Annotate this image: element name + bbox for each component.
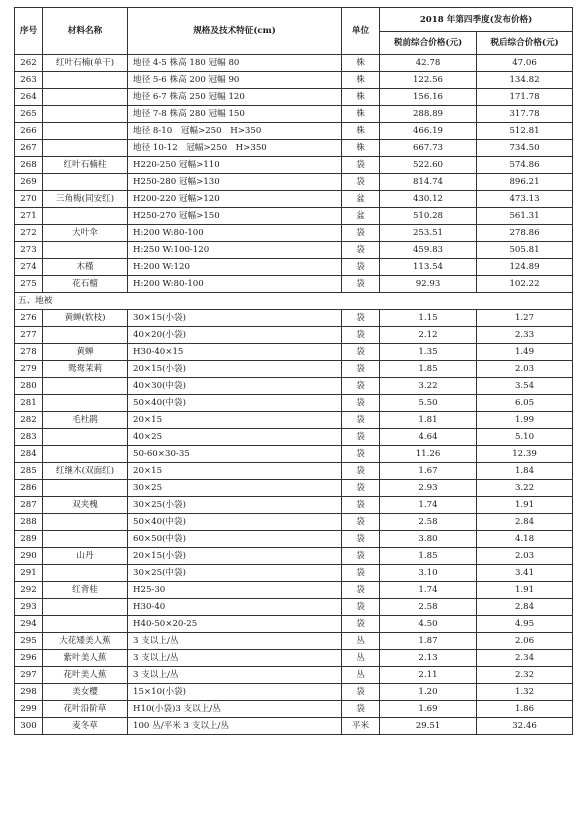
cell-material-name: 黄蝉(软枝) (43, 310, 128, 327)
cell-unit: 袋 (342, 531, 380, 548)
table-row (15, 718, 573, 735)
cell-material-name: 大叶伞 (43, 225, 128, 242)
cell-material-name: 鸳鸯茉莉 (43, 361, 128, 378)
cell-pre-tax-price: 1.20 (380, 684, 477, 701)
cell-post-tax-price: 317.78 (477, 106, 573, 123)
cell-spec: H:250 W:100-120 (128, 242, 342, 259)
cell-spec: 20×15(小袋) (128, 548, 342, 565)
cell-unit: 袋 (342, 327, 380, 344)
cell-no: 291 (15, 565, 43, 582)
cell-spec: 20×15 (128, 463, 342, 480)
cell-unit: 袋 (342, 463, 380, 480)
cell-post-tax-price: 3.22 (477, 480, 573, 497)
table-row (15, 463, 573, 480)
cell-post-tax-price: 1.27 (477, 310, 573, 327)
cell-no: 296 (15, 650, 43, 667)
cell-post-tax-price: 47.06 (477, 55, 573, 72)
cell-unit: 丛 (342, 633, 380, 650)
cell-material-name (43, 123, 128, 140)
cell-post-tax-price: 574.86 (477, 157, 573, 174)
table-row (15, 616, 573, 633)
cell-spec: H40-50×20-25 (128, 616, 342, 633)
cell-post-tax-price: 2.84 (477, 514, 573, 531)
cell-post-tax-price: 124.89 (477, 259, 573, 276)
table-row (15, 259, 573, 276)
cell-no: 286 (15, 480, 43, 497)
cell-no: 292 (15, 582, 43, 599)
cell-material-name: 红背桂 (43, 582, 128, 599)
table-row (15, 123, 573, 140)
cell-material-name (43, 378, 128, 395)
cell-no: 281 (15, 395, 43, 412)
cell-material-name: 大花矮美人蕉 (43, 633, 128, 650)
table-row (15, 225, 573, 242)
table-row (15, 531, 573, 548)
cell-material-name (43, 242, 128, 259)
cell-no: 269 (15, 174, 43, 191)
cell-unit: 袋 (342, 582, 380, 599)
cell-spec: 100 丛/平米 3 支以上/丛 (128, 718, 342, 735)
cell-pre-tax-price: 3.80 (380, 531, 477, 548)
table-row (15, 157, 573, 174)
cell-material-name: 红叶石楠(单干) (43, 55, 128, 72)
cell-pre-tax-price: 156.16 (380, 89, 477, 106)
cell-pre-tax-price: 11.26 (380, 446, 477, 463)
cell-spec: 地径 5-6 株高 200 冠幅 90 (128, 72, 342, 89)
cell-spec: 3 支以上/丛 (128, 633, 342, 650)
cell-no: 271 (15, 208, 43, 225)
section-row (15, 293, 573, 310)
cell-post-tax-price: 5.10 (477, 429, 573, 446)
cell-spec: 地径 10-12 冠幅>250 H>350 (128, 140, 342, 157)
cell-material-name: 花石榴 (43, 276, 128, 293)
cell-pre-tax-price: 122.56 (380, 72, 477, 89)
table-row (15, 480, 573, 497)
cell-post-tax-price: 3.54 (477, 378, 573, 395)
cell-pre-tax-price: 253.51 (380, 225, 477, 242)
cell-pre-tax-price: 814.74 (380, 174, 477, 191)
cell-material-name (43, 616, 128, 633)
cell-no: 275 (15, 276, 43, 293)
cell-pre-tax-price: 1.74 (380, 582, 477, 599)
cell-unit: 袋 (342, 395, 380, 412)
cell-no: 279 (15, 361, 43, 378)
cell-spec: 50-60×30-35 (128, 446, 342, 463)
cell-no: 287 (15, 497, 43, 514)
cell-spec: 15×10(小袋) (128, 684, 342, 701)
cell-material-name: 麦冬草 (43, 718, 128, 735)
cell-pre-tax-price: 510.28 (380, 208, 477, 225)
cell-post-tax-price: 2.84 (477, 599, 573, 616)
cell-post-tax-price: 278.86 (477, 225, 573, 242)
cell-unit: 袋 (342, 276, 380, 293)
cell-unit: 袋 (342, 701, 380, 718)
cell-material-name (43, 531, 128, 548)
cell-no: 268 (15, 157, 43, 174)
cell-spec: 40×30(中袋) (128, 378, 342, 395)
price-table-page (14, 7, 572, 735)
cell-pre-tax-price: 430.12 (380, 191, 477, 208)
cell-spec: H250-270 冠幅>150 (128, 208, 342, 225)
cell-post-tax-price: 1.49 (477, 344, 573, 361)
cell-spec: 20×15(小袋) (128, 361, 342, 378)
cell-no: 289 (15, 531, 43, 548)
header-name: 材料名称 (43, 8, 128, 55)
cell-unit: 丛 (342, 650, 380, 667)
cell-post-tax-price: 1.99 (477, 412, 573, 429)
cell-unit: 株 (342, 55, 380, 72)
table-row (15, 276, 573, 293)
table-row (15, 106, 573, 123)
cell-no: 277 (15, 327, 43, 344)
table-row (15, 514, 573, 531)
cell-post-tax-price: 12.39 (477, 446, 573, 463)
cell-no: 300 (15, 718, 43, 735)
cell-spec: H:200 W:80-100 (128, 225, 342, 242)
cell-material-name: 木槿 (43, 259, 128, 276)
cell-post-tax-price: 734.50 (477, 140, 573, 157)
cell-unit: 袋 (342, 378, 380, 395)
cell-spec: 地径 7-8 株高 280 冠幅 150 (128, 106, 342, 123)
cell-spec: 地径 4-5 株高 180 冠幅 80 (128, 55, 342, 72)
cell-no: 295 (15, 633, 43, 650)
cell-post-tax-price: 171.78 (477, 89, 573, 106)
cell-material-name (43, 565, 128, 582)
cell-pre-tax-price: 2.58 (380, 599, 477, 616)
cell-post-tax-price: 1.86 (477, 701, 573, 718)
price-table (14, 7, 573, 735)
cell-unit: 袋 (342, 361, 380, 378)
cell-material-name: 红叶石楠柱 (43, 157, 128, 174)
table-row (15, 72, 573, 89)
cell-material-name: 双夹槐 (43, 497, 128, 514)
cell-material-name: 毛杜鹃 (43, 412, 128, 429)
cell-spec: H30-40×15 (128, 344, 342, 361)
cell-no: 273 (15, 242, 43, 259)
table-row (15, 242, 573, 259)
cell-unit: 袋 (342, 157, 380, 174)
table-row (15, 344, 573, 361)
cell-pre-tax-price: 2.11 (380, 667, 477, 684)
table-row (15, 497, 573, 514)
cell-unit: 袋 (342, 684, 380, 701)
table-row (15, 582, 573, 599)
cell-no: 264 (15, 89, 43, 106)
cell-unit: 袋 (342, 480, 380, 497)
cell-spec: 50×40(中袋) (128, 514, 342, 531)
cell-unit: 袋 (342, 616, 380, 633)
header-unit: 单位 (342, 8, 380, 55)
cell-unit: 袋 (342, 599, 380, 616)
cell-post-tax-price: 2.33 (477, 327, 573, 344)
cell-unit: 袋 (342, 548, 380, 565)
table-row (15, 650, 573, 667)
header-post-tax: 税后综合价格(元) (477, 32, 573, 55)
cell-post-tax-price: 4.18 (477, 531, 573, 548)
cell-spec: 30×25 (128, 480, 342, 497)
table-row (15, 395, 573, 412)
cell-unit: 袋 (342, 497, 380, 514)
header-no: 序号 (15, 8, 43, 55)
cell-spec: 地径 6-7 株高 250 冠幅 120 (128, 89, 342, 106)
cell-pre-tax-price: 1.85 (380, 361, 477, 378)
cell-unit: 袋 (342, 412, 380, 429)
cell-pre-tax-price: 1.15 (380, 310, 477, 327)
table-row (15, 633, 573, 650)
cell-unit: 袋 (342, 344, 380, 361)
cell-spec: H200-220 冠幅>120 (128, 191, 342, 208)
table-row (15, 565, 573, 582)
cell-material-name: 花叶美人蕉 (43, 667, 128, 684)
cell-material-name: 红继木(双面红) (43, 463, 128, 480)
cell-pre-tax-price: 29.51 (380, 718, 477, 735)
table-row (15, 174, 573, 191)
cell-no: 282 (15, 412, 43, 429)
cell-spec: 40×25 (128, 429, 342, 446)
table-row (15, 378, 573, 395)
cell-material-name: 花叶沿阶草 (43, 701, 128, 718)
table-body (15, 55, 573, 735)
cell-spec: 30×25(中袋) (128, 565, 342, 582)
cell-no: 262 (15, 55, 43, 72)
cell-pre-tax-price: 1.87 (380, 633, 477, 650)
cell-pre-tax-price: 92.93 (380, 276, 477, 293)
cell-post-tax-price: 1.32 (477, 684, 573, 701)
table-row (15, 327, 573, 344)
cell-post-tax-price: 6.05 (477, 395, 573, 412)
cell-pre-tax-price: 1.85 (380, 548, 477, 565)
cell-pre-tax-price: 3.10 (380, 565, 477, 582)
cell-unit: 袋 (342, 174, 380, 191)
cell-spec: H10(小袋)3 支以上/丛 (128, 701, 342, 718)
cell-post-tax-price: 1.84 (477, 463, 573, 480)
cell-unit: 袋 (342, 429, 380, 446)
table-row (15, 548, 573, 565)
cell-material-name (43, 140, 128, 157)
cell-spec: 50×40(中袋) (128, 395, 342, 412)
table-row (15, 701, 573, 718)
cell-post-tax-price: 2.34 (477, 650, 573, 667)
cell-pre-tax-price: 522.60 (380, 157, 477, 174)
cell-unit: 袋 (342, 446, 380, 463)
cell-spec: 地径 8-10 冠幅>250 H>350 (128, 123, 342, 140)
cell-pre-tax-price: 1.74 (380, 497, 477, 514)
cell-pre-tax-price: 2.93 (380, 480, 477, 497)
cell-material-name (43, 395, 128, 412)
cell-no: 297 (15, 667, 43, 684)
table-row (15, 412, 573, 429)
cell-unit: 袋 (342, 259, 380, 276)
cell-pre-tax-price: 2.58 (380, 514, 477, 531)
cell-post-tax-price: 561.31 (477, 208, 573, 225)
cell-spec: 30×25(小袋) (128, 497, 342, 514)
cell-pre-tax-price: 1.35 (380, 344, 477, 361)
table-row (15, 684, 573, 701)
cell-no: 267 (15, 140, 43, 157)
cell-no: 294 (15, 616, 43, 633)
table-row (15, 599, 573, 616)
cell-pre-tax-price: 1.81 (380, 412, 477, 429)
cell-spec: 60×50(中袋) (128, 531, 342, 548)
cell-material-name (43, 514, 128, 531)
header-pre-tax: 税前综合价格(元) (380, 32, 477, 55)
table-row (15, 667, 573, 684)
cell-no: 293 (15, 599, 43, 616)
cell-unit: 盆 (342, 208, 380, 225)
cell-pre-tax-price: 2.12 (380, 327, 477, 344)
cell-unit: 株 (342, 72, 380, 89)
cell-material-name (43, 208, 128, 225)
cell-material-name (43, 106, 128, 123)
cell-unit: 袋 (342, 225, 380, 242)
cell-spec: 20×15 (128, 412, 342, 429)
cell-no: 283 (15, 429, 43, 446)
cell-material-name (43, 599, 128, 616)
cell-material-name (43, 429, 128, 446)
cell-post-tax-price: 2.32 (477, 667, 573, 684)
cell-unit: 丛 (342, 667, 380, 684)
cell-pre-tax-price: 3.22 (380, 378, 477, 395)
cell-unit: 株 (342, 140, 380, 157)
table-row (15, 429, 573, 446)
cell-no: 290 (15, 548, 43, 565)
cell-post-tax-price: 473.13 (477, 191, 573, 208)
cell-material-name: 紫叶美人蕉 (43, 650, 128, 667)
table-row (15, 446, 573, 463)
header-spec: 规格及技术特征(cm) (128, 8, 342, 55)
cell-spec: H30-40 (128, 599, 342, 616)
table-row (15, 89, 573, 106)
header-period: 2018 年第四季度(发布价格) (380, 8, 573, 32)
cell-unit: 袋 (342, 514, 380, 531)
cell-pre-tax-price: 4.50 (380, 616, 477, 633)
cell-post-tax-price: 4.95 (477, 616, 573, 633)
cell-post-tax-price: 1.91 (477, 582, 573, 599)
cell-material-name (43, 446, 128, 463)
section-title: 五、地被 (15, 293, 573, 310)
cell-material-name (43, 89, 128, 106)
cell-spec: H250-280 冠幅>130 (128, 174, 342, 191)
cell-post-tax-price: 512.81 (477, 123, 573, 140)
cell-material-name (43, 480, 128, 497)
cell-post-tax-price: 2.03 (477, 361, 573, 378)
cell-no: 298 (15, 684, 43, 701)
cell-unit: 株 (342, 106, 380, 123)
cell-pre-tax-price: 1.67 (380, 463, 477, 480)
cell-spec: H220-250 冠幅>110 (128, 157, 342, 174)
cell-no: 263 (15, 72, 43, 89)
cell-unit: 袋 (342, 242, 380, 259)
cell-material-name (43, 72, 128, 89)
cell-material-name (43, 327, 128, 344)
cell-no: 265 (15, 106, 43, 123)
cell-no: 278 (15, 344, 43, 361)
cell-pre-tax-price: 667.73 (380, 140, 477, 157)
cell-spec: H:200 W:120 (128, 259, 342, 276)
cell-spec: 3 支以上/丛 (128, 650, 342, 667)
table-row (15, 55, 573, 72)
cell-unit: 袋 (342, 310, 380, 327)
cell-material-name (43, 174, 128, 191)
cell-pre-tax-price: 1.69 (380, 701, 477, 718)
cell-no: 288 (15, 514, 43, 531)
cell-no: 272 (15, 225, 43, 242)
cell-pre-tax-price: 113.54 (380, 259, 477, 276)
cell-post-tax-price: 2.03 (477, 548, 573, 565)
cell-material-name: 美女樱 (43, 684, 128, 701)
cell-no: 299 (15, 701, 43, 718)
cell-spec: H:200 W:80-100 (128, 276, 342, 293)
cell-unit: 株 (342, 89, 380, 106)
cell-post-tax-price: 1.91 (477, 497, 573, 514)
cell-post-tax-price: 2.06 (477, 633, 573, 650)
cell-no: 285 (15, 463, 43, 480)
cell-no: 270 (15, 191, 43, 208)
cell-spec: 3 支以上/丛 (128, 667, 342, 684)
table-row (15, 361, 573, 378)
cell-material-name: 山丹 (43, 548, 128, 565)
cell-spec: H25-30 (128, 582, 342, 599)
cell-post-tax-price: 32.46 (477, 718, 573, 735)
cell-no: 276 (15, 310, 43, 327)
cell-pre-tax-price: 4.64 (380, 429, 477, 446)
table-row (15, 208, 573, 225)
cell-post-tax-price: 3.41 (477, 565, 573, 582)
cell-material-name: 三角梅(同安红) (43, 191, 128, 208)
cell-no: 284 (15, 446, 43, 463)
cell-post-tax-price: 896.21 (477, 174, 573, 191)
cell-unit: 盆 (342, 191, 380, 208)
cell-pre-tax-price: 5.50 (380, 395, 477, 412)
table-row (15, 191, 573, 208)
cell-unit: 平米 (342, 718, 380, 735)
table-row (15, 310, 573, 327)
cell-spec: 30×15(小袋) (128, 310, 342, 327)
cell-pre-tax-price: 466.19 (380, 123, 477, 140)
cell-post-tax-price: 505.81 (477, 242, 573, 259)
cell-unit: 袋 (342, 565, 380, 582)
cell-material-name: 黄蝉 (43, 344, 128, 361)
cell-pre-tax-price: 42.78 (380, 55, 477, 72)
cell-post-tax-price: 134.82 (477, 72, 573, 89)
cell-no: 280 (15, 378, 43, 395)
cell-post-tax-price: 102.22 (477, 276, 573, 293)
cell-pre-tax-price: 459.83 (380, 242, 477, 259)
cell-unit: 株 (342, 123, 380, 140)
cell-no: 274 (15, 259, 43, 276)
cell-spec: 40×20(小袋) (128, 327, 342, 344)
table-row (15, 140, 573, 157)
cell-pre-tax-price: 288.89 (380, 106, 477, 123)
cell-pre-tax-price: 2.13 (380, 650, 477, 667)
cell-no: 266 (15, 123, 43, 140)
